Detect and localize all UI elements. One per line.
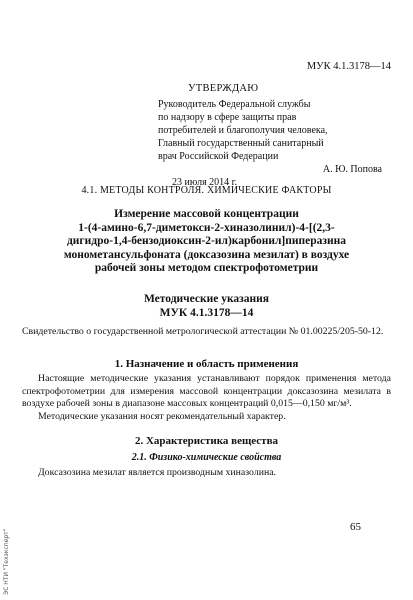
document-code: МУК 4.1.3178—14 [306, 61, 391, 72]
guideline-heading [0, 292, 413, 320]
title-line: 1-(4-амино-6,7-диметокси-2-хиназолинил)-4-[(2,3- [78, 221, 335, 234]
title-line: рабочей зоны методом спектрофотометрии [94, 262, 319, 274]
page-number: 65 [350, 521, 361, 533]
approval-line: потребителей и благополучия человека, [158, 125, 328, 136]
approval-line: Главный государственный санитарный [158, 138, 324, 149]
section-1-body [22, 373, 391, 423]
subsection-2-1-body [22, 467, 391, 480]
approval-line: Руководитель Федеральной службы [158, 99, 311, 110]
document-title [20, 208, 393, 276]
approver-name: А. Ю. Попова [322, 164, 382, 175]
paragraph: Методические указания носят рекомендательный характер. [38, 410, 286, 422]
paragraph: Доксазозина мезилат является производным хиназолина. [38, 467, 276, 478]
approval-line: по надзору в сфере защиты прав [158, 112, 297, 123]
section-1-title: 1. Назначение и область применения [114, 358, 299, 370]
guideline-code: МУК 4.1.3178—14 [159, 307, 254, 319]
approval-block [158, 82, 388, 189]
certificate-text: Свидетельство о государственной метрологической аттестации № 01.00225/205-50-12. [22, 326, 384, 337]
guideline-line: Методические указания [143, 293, 270, 305]
side-watermark: ЭС НТИ "Техэксперт" [3, 528, 10, 595]
section-2-title: 2. Характеристика вещества [134, 435, 279, 447]
subsection-2-1-title: 2.1. Физико-химические свойства [131, 452, 282, 463]
paragraph: Настоящие методические указания устанавливают порядок применения метода спектрофотометрии для измерения массовой концентрации доксазозина мезилата в воздухе рабочей зоны в диапазоне массовых концентраций 0,015—0,150 мг/м³. [22, 373, 391, 409]
approval-date: 23 июля 2014 г. [172, 177, 238, 188]
title-line: монометансульфоната (доксазозина мезилат) в воздухе [63, 248, 350, 261]
title-line: дигидро-1,4-бензодиоксин-2-ил)карбонил]пиперазина [66, 235, 347, 247]
approval-line: врач Российской Федерации [158, 151, 279, 162]
approval-heading: УТВЕРЖДАЮ [188, 83, 259, 94]
section-label: 4.1. МЕТОДЫ КОНТРОЛЯ. ХИМИЧЕСКИЕ ФАКТОРЫ [81, 185, 332, 196]
title-line: Измерение массовой концентрации [114, 208, 299, 220]
